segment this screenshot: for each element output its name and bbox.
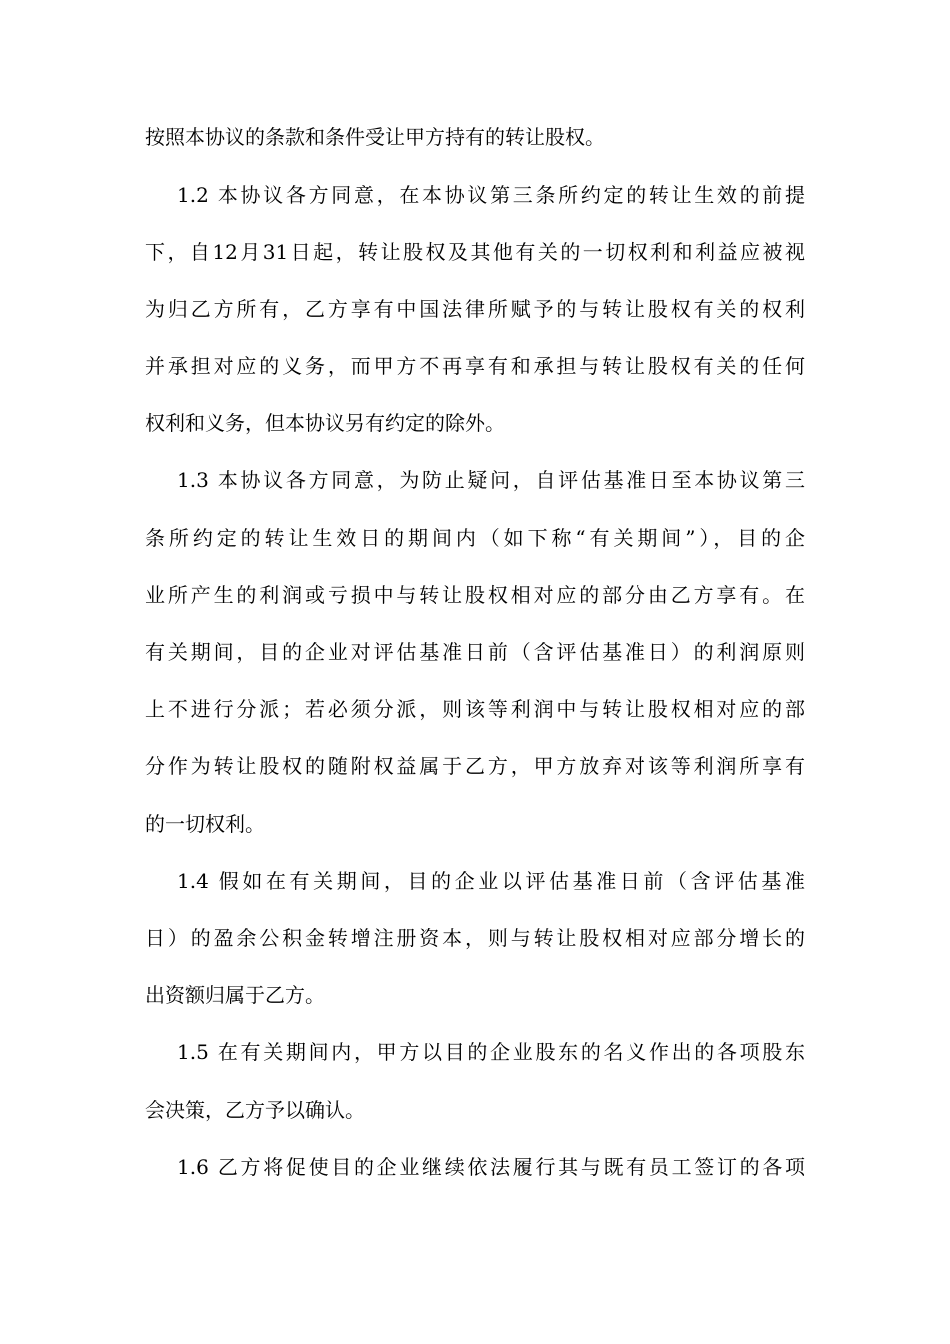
text-line: 下，自12月31日起，转让股权及其他有关的一切权利和利益应被视 (145, 240, 805, 264)
text-line: 有关期间，目的企业对评估基准日前（含评估基准日）的利润原则 (145, 640, 805, 664)
text-line: 出资额归属于乙方。 (145, 983, 325, 1007)
text-line: 上不进行分派；若必须分派，则该等利润中与转让股权相对应的部 (145, 697, 805, 721)
text-line: 1.3 本协议各方同意，为防止疑问，自评估基准日至本协议第三 (177, 468, 805, 492)
text-line: 权利和义务，但本协议另有约定的除外。 (145, 411, 505, 435)
text-line: 业所产生的利润或亏损中与转让股权相对应的部分由乙方享有。在 (145, 583, 805, 607)
text-line: 1.5 在有关期间内，甲方以目的企业股东的名义作出的各项股东 (177, 1040, 805, 1064)
text-line: 分作为转让股权的随附权益属于乙方，甲方放弃对该等利润所享有 (145, 754, 805, 778)
text-line: 条所约定的转让生效日的期间内（如下称“有关期间”），目的企 (145, 526, 805, 550)
text-line: 为归乙方所有，乙方享有中国法律所赋予的与转让股权有关的权利 (145, 297, 805, 321)
text-line: 1.2 本协议各方同意，在本协议第三条所约定的转让生效的前提 (177, 183, 805, 207)
text-line: 会决策，乙方予以确认。 (145, 1098, 365, 1122)
text-line: 并承担对应的义务，而甲方不再享有和承担与转让股权有关的任何 (145, 354, 805, 378)
text-line: 按照本协议的条款和条件受让甲方持有的转让股权。 (145, 125, 605, 149)
text-line: 1.4 假如在有关期间，目的企业以评估基准日前（含评估基准 (177, 869, 805, 893)
text-line: 1.6 乙方将促使目的企业继续依法履行其与既有员工签订的各项 (177, 1155, 805, 1179)
text-line: 日）的盈余公积金转增注册资本，则与转让股权相对应部分增长的 (145, 926, 805, 950)
text-line: 的一切权利。 (145, 812, 265, 836)
